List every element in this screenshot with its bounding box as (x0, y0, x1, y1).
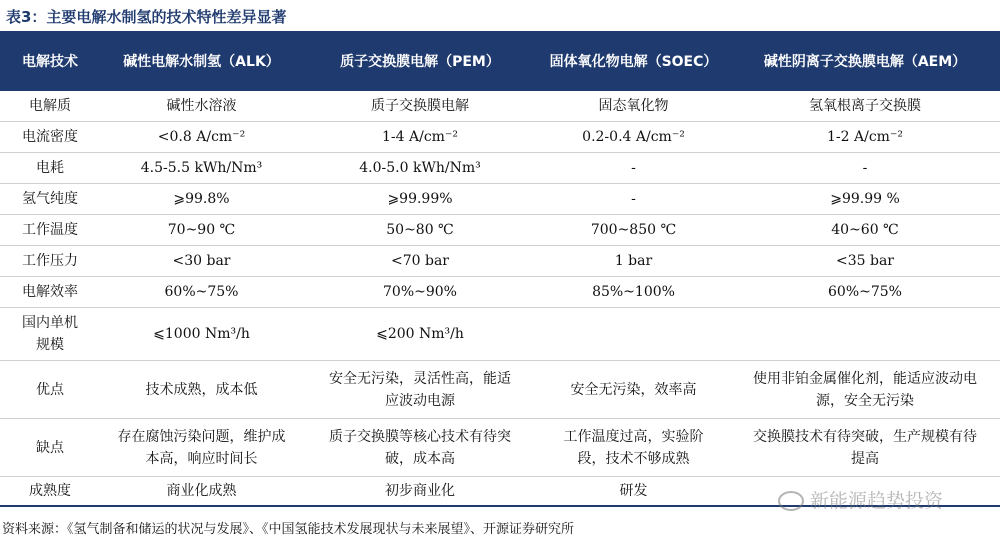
table-row (0, 153, 1000, 184)
table-cell: 研发 (537, 477, 730, 507)
row-label: 电解效率 (0, 277, 100, 308)
table-cell: ⩽200 Nm³/h (303, 308, 537, 361)
row-label: 工作温度 (0, 215, 100, 246)
source-note: 资料来源：《氢气制备和储运的状况与发展》、《中国氢能技术发展现状与未来展望》、开源证券研究所 (2, 522, 575, 537)
table-cell: - (537, 184, 730, 215)
table-cell: 1-4 A/cm⁻² (303, 122, 537, 153)
table-cell: 商业化成熟 (100, 477, 303, 507)
table-cell: 安全无污染，灵活性高，能适应波动电源 (303, 361, 537, 419)
comparison-table (0, 33, 1000, 507)
row-label: 工作压力 (0, 246, 100, 277)
table-cell: 70~90 ℃ (100, 215, 303, 246)
row-label: 电耗 (0, 153, 100, 184)
wechat-icon (778, 491, 804, 511)
table-row (0, 308, 1000, 361)
header-cell-aem: 碱性阴离子交换膜电解（AEM） (730, 33, 1000, 91)
table-cell: 50~80 ℃ (303, 215, 537, 246)
table-cell (730, 308, 1000, 361)
table-cell: <70 bar (303, 246, 537, 277)
table-cell: 安全无污染，效率高 (537, 361, 730, 419)
table-cell: 交换膜技术有待突破，生产规模有待提高 (730, 419, 1000, 477)
table-cell: ⩾99.99 % (730, 184, 1000, 215)
table-cell: ⩾99.8% (100, 184, 303, 215)
table-cell: <35 bar (730, 246, 1000, 277)
table-cell: 存在腐蚀污染问题，维护成本高，响应时间长 (100, 419, 303, 477)
table-cell: 40~60 ℃ (730, 215, 1000, 246)
table-cell: 固态氧化物 (537, 91, 730, 122)
table-cell: 碱性水溶液 (100, 91, 303, 122)
header-cell-alk: 碱性电解水制氢（ALK） (100, 33, 303, 91)
table-row (0, 361, 1000, 419)
table-cell: ⩾99.99% (303, 184, 537, 215)
table-cell: 技术成熟，成本低 (100, 361, 303, 419)
header-row (0, 33, 1000, 91)
table-cell: 85%~100% (537, 277, 730, 308)
table-row (0, 277, 1000, 308)
header-cell-soec: 固体氧化物电解（SOEC） (537, 33, 730, 91)
table-cell: 工作温度过高，实验阶段，技术不够成熟 (537, 419, 730, 477)
header-cell-pem: 质子交换膜电解（PEM） (303, 33, 537, 91)
row-label: 国内单机规模 (0, 308, 100, 361)
row-label: 电解质 (0, 91, 100, 122)
table-cell: 4.0-5.0 kWh/Nm³ (303, 153, 537, 184)
row-label: 缺点 (0, 419, 100, 477)
table-cell: 70%~90% (303, 277, 537, 308)
table-cell (537, 308, 730, 361)
table-cell: 使用非铂金属催化剂，能适应波动电源，安全无污染 (730, 361, 1000, 419)
row-label: 电流密度 (0, 122, 100, 153)
table-row (0, 184, 1000, 215)
table-cell: <30 bar (100, 246, 303, 277)
table-cell: - (730, 153, 1000, 184)
row-label: 优点 (0, 361, 100, 419)
header-cell-technology: 电解技术 (0, 33, 100, 91)
table-cell: 初步商业化 (303, 477, 537, 507)
table-row (0, 122, 1000, 153)
table-cell: 60%~75% (730, 277, 1000, 308)
row-label: 氢气纯度 (0, 184, 100, 215)
table-cell: 0.2-0.4 A/cm⁻² (537, 122, 730, 153)
table-cell: 质子交换膜电解 (303, 91, 537, 122)
watermark (778, 486, 943, 516)
table-row (0, 215, 1000, 246)
table-cell: - (537, 153, 730, 184)
table-row (0, 419, 1000, 477)
table-row (0, 91, 1000, 122)
table-title: 表3：主要电解水制氢的技术特性差异显著 (6, 8, 287, 26)
table-cell: 700~850 ℃ (537, 215, 730, 246)
table-cell: ⩽1000 Nm³/h (100, 308, 303, 361)
row-label: 成熟度 (0, 477, 100, 507)
table-cell: 1 bar (537, 246, 730, 277)
table-row (0, 246, 1000, 277)
table-cell: 4.5-5.5 kWh/Nm³ (100, 153, 303, 184)
table-cell: 1-2 A/cm⁻² (730, 122, 1000, 153)
table-cell: 氢氧根离子交换膜 (730, 91, 1000, 122)
table-cell: 60%~75% (100, 277, 303, 308)
watermark-text: 新能源趋势投资 (810, 490, 944, 512)
table-cell: 质子交换膜等核心技术有待突破，成本高 (303, 419, 537, 477)
table-cell: <0.8 A/cm⁻² (100, 122, 303, 153)
